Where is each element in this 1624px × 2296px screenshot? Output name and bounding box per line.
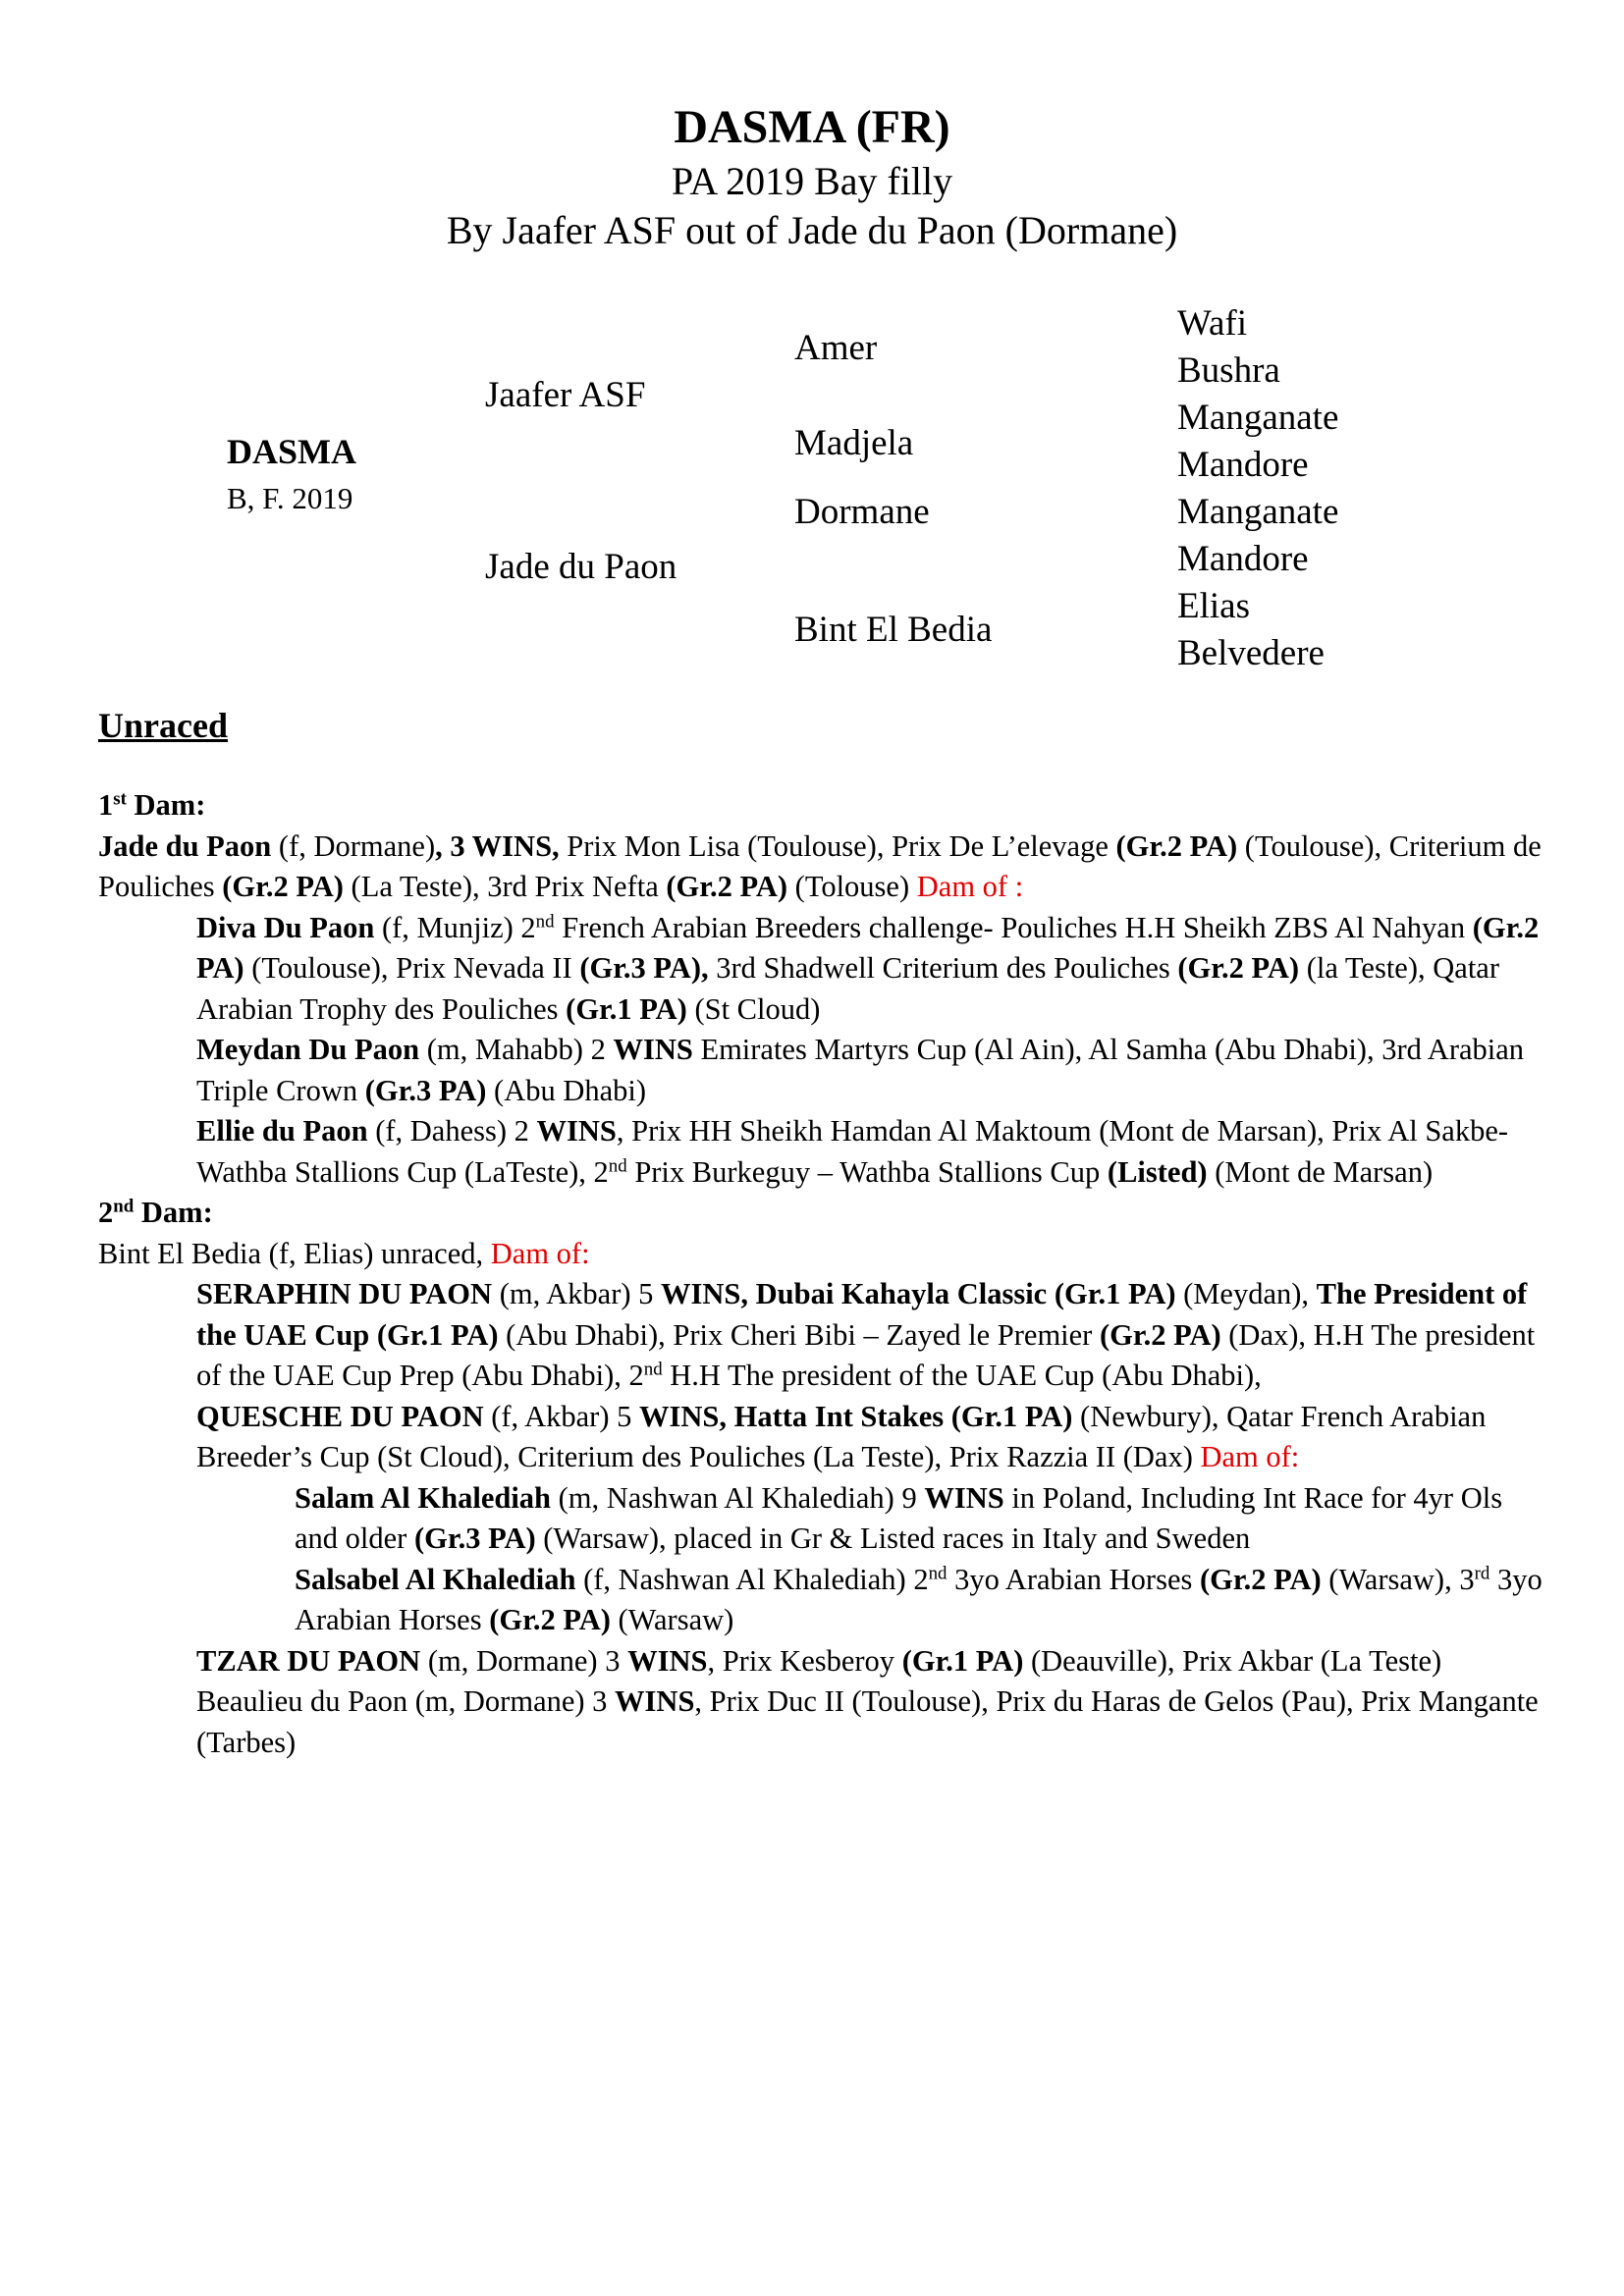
- pedigree-horse-name: DASMA: [227, 432, 356, 471]
- pedigree-g3-5: Manganate: [1177, 492, 1339, 532]
- first-dam-entry: Jade du Paon (f, Dormane), 3 WINS, Prix Mon Lisa (Toulouse), Prix De L’elevage (Gr.2 PA) (Toulouse), Criterium de Pouliches (Gr.2 PA) (La Teste), 3rd Prix Nefta (Gr.2 PA) (Tolouse) Dam of :: [98, 828, 1542, 903]
- document-header: [0, 98, 1624, 255]
- pedigree-dam-dam: Bint El Bedia: [794, 610, 993, 650]
- produce-entry: Beaulieu du Paon (m, Dormane) 3 WINS, Prix Duc II (Toulouse), Prix du Haras de Gelos (Pau), Prix Mangante (Tarbes): [196, 1684, 1539, 1759]
- pedigree-g3-6: Mandore: [1177, 539, 1309, 579]
- produce-entry: QUESCHE DU PAON (f, Akbar) 5 WINS, Hatta Int Stakes (Gr.1 PA) (Newbury), Qatar French Arabian Breeder’s Cup (St Cloud), Criterium des Pouliches (La Teste), Prix Razzia II (Dax) Dam of:: [196, 1399, 1487, 1473]
- dam-line-body: [98, 785, 1551, 1763]
- produce-entry: Meydan Du Paon (m, Mahabb) 2 WINS Emirates Martyrs Cup (Al Ain), Al Samha (Abu Dhabi), 3rd Arabian Triple Crown (Gr.3 PA) (Abu Dhabi): [196, 1033, 1525, 1107]
- horse-description: PA 2019 Bay filly: [671, 159, 953, 203]
- pedigree-sire-dam: Madjela: [794, 423, 914, 463]
- dam-of-label: Dam of :: [916, 870, 1024, 903]
- horse-title: DASMA (FR): [674, 101, 950, 153]
- pedigree-dam: Jade du Paon: [485, 547, 677, 587]
- dam-of-label: Dam of:: [490, 1236, 590, 1270]
- second-dam-heading: 2nd Dam:: [98, 1196, 213, 1229]
- pedigree-g3-7: Elias: [1177, 586, 1250, 626]
- produce-entry: Ellie du Paon (f, Dahess) 2 WINS, Prix HH Sheikh Hamdan Al Maktoum (Mont de Marsan), Prix Al Sakbe- Wathba Stallions Cup (LaTeste), 2nd Prix Burkeguy – Wathba Stallions Cup (Listed) (Mont de Marsan): [196, 1114, 1509, 1189]
- pedigree-g3-4: Mandore: [1177, 445, 1309, 485]
- pedigree-g3-3: Manganate: [1177, 398, 1339, 438]
- pedigree-sire: Jaafer ASF: [485, 375, 646, 415]
- pedigree-g3-1: Wafi: [1177, 303, 1247, 344]
- pedigree-sire-sire: Amer: [794, 328, 878, 368]
- horse-breeding-line: By Jaafer ASF out of Jade du Paon (Dormane): [446, 208, 1178, 252]
- pedigree-horse-details: B, F. 2019: [227, 481, 353, 515]
- produce-entry: Diva Du Paon (f, Munjiz) 2nd French Arabian Breeders challenge- Pouliches H.H Sheikh ZBS Al Nahyan (Gr.2 PA) (Toulouse), Prix Nevada II (Gr.3 PA), 3rd Shadwell Criterium des Pouliches (Gr.2 PA) (la Teste), Qatar Arabian Trophy des Pouliches (Gr.1 PA) (St Cloud): [196, 910, 1540, 1026]
- dam-of-label: Dam of:: [1200, 1440, 1300, 1473]
- race-record-heading: Unraced: [98, 706, 228, 745]
- pedigree-g3-2: Bushra: [1177, 350, 1280, 391]
- produce-entry: SERAPHIN DU PAON (m, Akbar) 5 WINS, Dubai Kahayla Classic (Gr.1 PA) (Meydan), The President of the UAE Cup (Gr.1 PA) (Abu Dhabi), Prix Cheri Bibi – Zayed le Premier (Gr.2 PA) (Dax), H.H The president of the UAE Cup Prep (Abu Dhabi), 2nd H.H The president of the UAE Cup (Abu Dhabi),: [196, 1277, 1536, 1392]
- second-dam-entry: Bint El Bedia (f, Elias) unraced, Dam of:: [98, 1236, 590, 1270]
- grand-produce-entry: Salam Al Khalediah (m, Nashwan Al Khalediah) 9 WINS in Poland, Including Int Race for 4yr Ols and older (Gr.3 PA) (Warsaw), placed in Gr & Listed races in Italy and Sweden: [295, 1480, 1503, 1555]
- produce-entry: TZAR DU PAON (m, Dormane) 3 WINS, Prix Kesberoy (Gr.1 PA) (Deauville), Prix Akbar (La Teste): [196, 1643, 1442, 1678]
- grand-produce-entry: Salsabel Al Khalediah (f, Nashwan Al Khalediah) 2nd 3yo Arabian Horses (Gr.2 PA) (Warsaw), 3rd 3yo Arabian Horses (Gr.2 PA) (Warsaw): [295, 1562, 1543, 1636]
- pedigree-g3-8: Belvedere: [1177, 633, 1325, 673]
- first-dam-heading: 1st Dam:: [98, 788, 206, 822]
- pedigree-dam-sire: Dormane: [794, 492, 930, 532]
